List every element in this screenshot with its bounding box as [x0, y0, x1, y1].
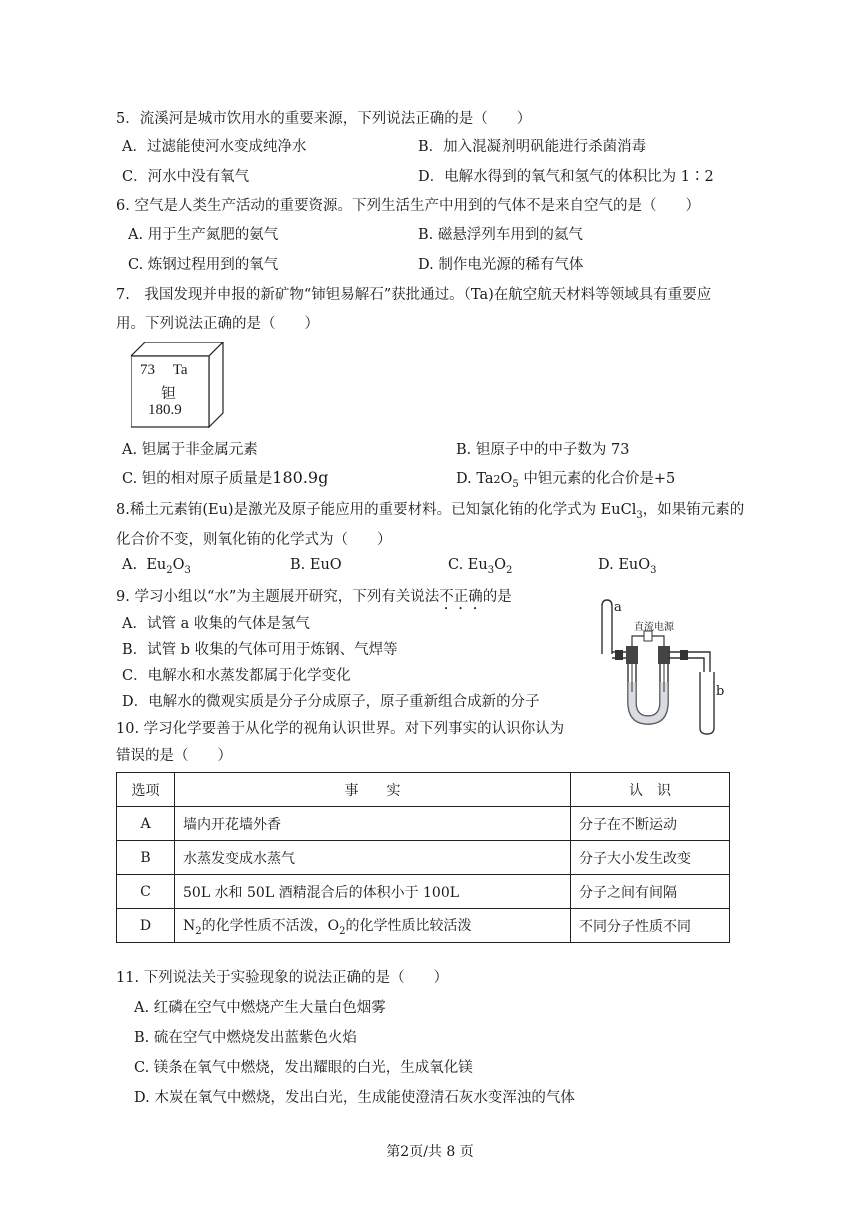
q7-stem-line2: 用。下列说法正确的是（ ）: [116, 316, 319, 332]
q9-option-b: B．试管 b 收集的气体可用于炼钢、气焊等: [122, 642, 398, 658]
q5-option-b: B．加入混凝剂明矾能进行杀菌消毒: [418, 139, 647, 155]
q11-option-c: C. 镁条在氧气中燃烧，发出耀眼的白光，生成氧化镁: [134, 1060, 473, 1076]
element-mass: 180.9: [148, 402, 182, 418]
row-view: 分子在不断运动: [571, 807, 730, 841]
q6-option-a: A. 用于生产氮肥的氨气: [128, 227, 279, 243]
row-view: 分子大小发生改变: [571, 841, 730, 875]
q7-option-c: C. 钽的相对原子质量是180.9g: [122, 468, 329, 487]
header-fact: 事 实: [175, 773, 571, 807]
header-option: 选项: [117, 773, 175, 807]
q11-option-b: B. 硫在空气中燃烧发出蓝紫色火焰: [134, 1030, 357, 1046]
q9-stem: 9. 学习小组以“水”为主题展开研究，下列有关说法不正确的是: [116, 589, 512, 605]
table-row: [117, 875, 730, 909]
q6-option-b: B. 磁悬浮列车用到的氦气: [418, 227, 583, 243]
row-fact: 水蒸发变成水蒸气: [175, 841, 571, 875]
q9-option-d: D．电解水的微观实质是分子分成原子，原子重新组合成新的分子: [122, 694, 540, 710]
header-view: 认 识: [571, 773, 730, 807]
element-symbol: Ta: [172, 362, 188, 378]
row-view: 不同分子性质不同: [571, 909, 730, 943]
row-option: A: [117, 807, 175, 841]
q5-option-c: C．河水中没有氧气: [122, 169, 250, 185]
element-atomic-number: 73: [140, 362, 155, 378]
table-row: [117, 807, 730, 841]
q9-option-c: C．电解水和水蒸发都属于化学变化: [122, 668, 351, 684]
q6-option-d: D. 制作电光源的稀有气体: [418, 257, 584, 273]
q10-stem-line1: 10. 学习化学要善于从化学的视角认识世界。对下列事实的认识你认为: [116, 721, 565, 737]
q9-option-a: A．试管 a 收集的气体是氢气: [122, 616, 310, 632]
q8-stem-line2: 化合价不变，则氧化铕的化学式为（ ）: [116, 532, 392, 548]
q6-option-c: C. 炼钢过程用到的氧气: [128, 257, 279, 273]
row-fact: $N_2$的化学性质不活泼，$O_2$的化学性质比较活泼: [175, 909, 571, 943]
table-row: [117, 909, 730, 943]
row-option: C: [117, 875, 175, 909]
table-header-row: [117, 773, 730, 807]
q7-option-d: D. $Ta2O_5$ 中钽元素的化合价是+5: [456, 471, 676, 490]
q5-option-d: D．电解水得到的氧气和氢气的体积比为 1∶2: [418, 169, 714, 185]
element-name: 钽: [161, 386, 177, 402]
q8-option-a: A. $Eu_2O_3$: [122, 557, 191, 576]
q8-option-d: D. EuO$_3$: [598, 557, 657, 576]
q11-option-d: D. 木炭在氧气中燃烧，发出白光，生成能使澄清石灰水变浑浊的气体: [134, 1090, 575, 1106]
q5-stem: 5．流溪河是城市饮用水的重要来源，下列说法正确的是（ ）: [116, 111, 532, 127]
q7-option-b: B. 钽原子中的中子数为 73: [456, 442, 630, 458]
row-option: D: [117, 909, 175, 943]
q11-option-a: A. 红磷在空气中燃烧产生大量白色烟雾: [134, 1000, 386, 1016]
tube-b-label: b: [716, 684, 725, 699]
q7-stem-line1: 7. 我国发现并申报的新矿物“铈钽易解石”获批通过。（Ta)在航空航天材料等领域具有重要应: [116, 287, 712, 303]
q8-stem-line1: 8.稀土元素铕(Eu)是激光及原子能应用的重要材料。已知氯化铕的化学式为 EuCl$_3$，如果铕元素的: [116, 502, 745, 521]
tube-a-label: a: [614, 600, 622, 615]
row-fact: 墙内开花墙外香: [175, 807, 571, 841]
page-footer: 第2页/共 8 页: [386, 1144, 474, 1160]
facts-table: [116, 772, 730, 943]
q7-option-a: A. 钽属于非金属元素: [122, 442, 258, 458]
q10-stem-line2: 错误的是（ ）: [116, 748, 232, 764]
q8-option-b: B. EuO: [290, 557, 342, 573]
row-fact: 50L 水和 50L 酒精混合后的体积小于 100L: [175, 875, 571, 909]
row-option: B: [117, 841, 175, 875]
table-row: [117, 841, 730, 875]
row-view: 分子之间有间隔: [571, 875, 730, 909]
power-supply-label: 直流电源: [634, 622, 674, 633]
electrolysis-apparatus: [592, 592, 732, 746]
q9-emphasis: 不正确: [439, 589, 483, 605]
q5-option-a: A．过滤能使河水变成纯净水: [122, 139, 307, 155]
element-card: [131, 342, 225, 432]
q8-option-c: C. $Eu_3O_2$: [448, 557, 513, 576]
q11-stem: 11. 下列说法关于实验现象的说法正确的是（ ）: [116, 970, 449, 986]
q6-stem: 6. 空气是人类生产活动的重要资源。下列生活生产中用到的气体不是来自空气的是（ ）: [116, 198, 700, 214]
